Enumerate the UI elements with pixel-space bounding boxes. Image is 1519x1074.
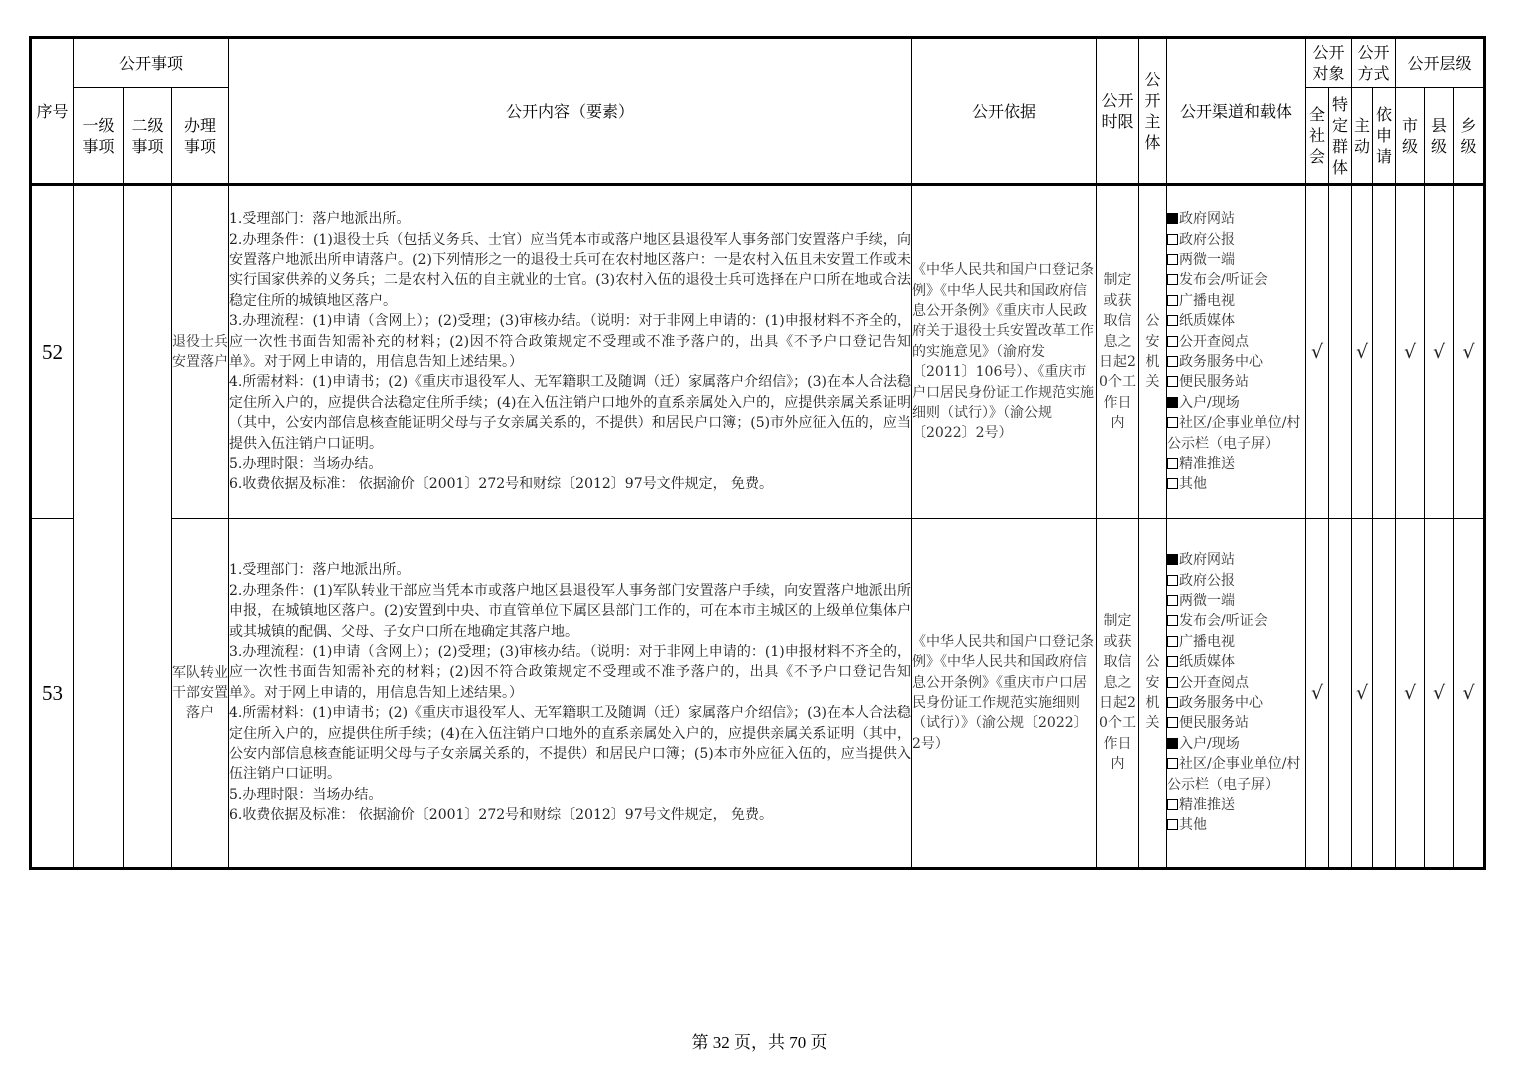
checkbox-icon bbox=[1167, 315, 1178, 326]
checkbox-icon bbox=[1167, 356, 1178, 367]
row-item: 军队转业干部安置落户 bbox=[172, 519, 229, 869]
checkbox-icon bbox=[1167, 697, 1178, 708]
checkbox-icon bbox=[1167, 213, 1178, 224]
checkbox-icon bbox=[1167, 274, 1178, 285]
channel-item: 纸质媒体 bbox=[1167, 652, 1305, 672]
header-matters: 公开事项 bbox=[74, 38, 229, 88]
channel-item: 其他 bbox=[1167, 474, 1305, 494]
header-subject: 公开主体 bbox=[1139, 38, 1167, 185]
checkbox-icon bbox=[1167, 717, 1178, 728]
header-time-limit: 公开时限 bbox=[1097, 38, 1139, 185]
channel-item: 便民服务站 bbox=[1167, 372, 1305, 392]
header-target: 公开对象 bbox=[1306, 38, 1352, 88]
row-channels bbox=[1167, 185, 1306, 519]
content-line: 4.所需材料：(1)申请书；(2)《重庆市退役军人、无军籍职工及随调（迁）家属落户介绍信》；(3)在本人合法稳定住所入户的，应提供合法稳定住所手续；(4)在入伍注销户口地外的直系亲属处入户的，应提供亲属关系证明（其中，公安内部信息核查能证明父母与子女亲属关系的，不提供）和居民户口簿；(5)市外应征入伍的，应当提供入伍注销户口证明。 bbox=[229, 374, 911, 452]
header-active: 主动 bbox=[1352, 88, 1373, 185]
mark-town: √ bbox=[1454, 185, 1485, 519]
content-line: 2.办理条件：(1)退役士兵（包括义务兵、士官）应当凭本市或落户地区县退役军人事务部门安置落户手续，向安置落户地派出所申请落户。(2)下列情形之一的退役士兵可在农村地区落户：一是农村入伍且未安置工作或未实行国家供养的义务兵；二是农村入伍的自主就业的士官。(3)农村入伍的退役士兵可选择在户口所在地或合法稳定住所的城镇地区落户。 bbox=[229, 231, 911, 309]
header-seq: 序号 bbox=[31, 38, 74, 185]
channel-item: 发布会/听证会 bbox=[1167, 270, 1305, 290]
disclosure-table bbox=[29, 36, 1486, 870]
header-specific-group: 特定群体 bbox=[1329, 88, 1352, 185]
row-content bbox=[229, 185, 912, 519]
checkbox-icon bbox=[1167, 656, 1178, 667]
checkbox-icon bbox=[1167, 799, 1178, 810]
header-level2: 二级事项 bbox=[124, 88, 172, 185]
mark-on-request bbox=[1373, 185, 1396, 519]
mark-county: √ bbox=[1425, 185, 1454, 519]
channel-item: 精准推送 bbox=[1167, 454, 1305, 474]
channel-item: 政府网站 bbox=[1167, 550, 1305, 570]
channel-item: 入户/现场 bbox=[1167, 393, 1305, 413]
row-basis: 《中华人民共和国户口登记条例》《中华人民共和国政府信息公开条例》《重庆市人民政府关于退役士兵安置改革工作的实施意见》（渝府发〔2011〕106号）、《重庆市户口居民身份证工作规范实施细则（试行）》（渝公规〔2022〕2号） bbox=[912, 185, 1097, 519]
header-county: 县级 bbox=[1425, 88, 1454, 185]
mark-active: √ bbox=[1352, 519, 1373, 869]
channel-item: 广播电视 bbox=[1167, 291, 1305, 311]
header-whole-society: 全社会 bbox=[1306, 88, 1329, 185]
row-seq: 52 bbox=[31, 185, 74, 519]
mark-specific-group bbox=[1329, 185, 1352, 519]
row-basis: 《中华人民共和国户口登记条例》《中华人民共和国政府信息公开条例》《重庆市户口居民身份证工作规范实施细则（试行）》（渝公规〔2022〕2号） bbox=[912, 519, 1097, 869]
level2-cell bbox=[124, 185, 172, 869]
checkbox-icon bbox=[1167, 295, 1178, 306]
header-city: 市级 bbox=[1396, 88, 1425, 185]
checkbox-icon bbox=[1167, 376, 1178, 387]
channel-item: 公开查阅点 bbox=[1167, 332, 1305, 352]
header-handling: 办理事项 bbox=[172, 88, 229, 185]
content-line: 1.受理部门：落户地派出所。 bbox=[229, 211, 411, 228]
content-line: 3.办理流程：(1)申请（含网上）；(2)受理；(3)审核办结。（说明：对于非网上申请的：(1)申报材料不齐全的，应一次性书面告知需补充的材料；(2)因不符合政策规定不受理或不准予落户的，出具《不予户口登记告知单》。对于网上申请的，用信息告知上述结果。） bbox=[229, 313, 911, 370]
row-time-limit: 制定或获取信息之日起20个工作日内 bbox=[1097, 185, 1139, 519]
channel-item: 两微一端 bbox=[1167, 591, 1305, 611]
channel-item: 社区/企事业单位/村公示栏（电子屏） bbox=[1167, 415, 1301, 452]
header-channels: 公开渠道和载体 bbox=[1167, 38, 1306, 185]
channel-item: 政务服务中心 bbox=[1167, 693, 1305, 713]
table-row bbox=[31, 519, 1485, 869]
content-line: 1.受理部门：落户地派出所。 bbox=[229, 562, 411, 579]
header-content: 公开内容（要素） bbox=[229, 38, 912, 185]
mark-city: √ bbox=[1396, 185, 1425, 519]
channel-item: 精准推送 bbox=[1167, 795, 1305, 815]
content-line: 6.收费依据及标准： 依据渝价〔2001〕272号和财综〔2012〕97号文件规定， 免费。 bbox=[229, 807, 774, 824]
checkbox-icon bbox=[1167, 234, 1178, 245]
level1-cell bbox=[74, 185, 124, 869]
mark-whole-society: √ bbox=[1306, 519, 1329, 869]
checkbox-icon bbox=[1167, 458, 1178, 469]
checkbox-icon bbox=[1167, 738, 1178, 749]
mark-county: √ bbox=[1425, 519, 1454, 869]
channel-item: 入户/现场 bbox=[1167, 734, 1305, 754]
content-line: 5.办理时限：当场办结。 bbox=[229, 786, 383, 803]
row-seq: 53 bbox=[31, 519, 74, 869]
checkbox-icon bbox=[1167, 595, 1178, 606]
checkbox-icon bbox=[1167, 254, 1178, 265]
row-content bbox=[229, 519, 912, 869]
row-item: 退役士兵安置落户 bbox=[172, 185, 229, 519]
table-row bbox=[31, 185, 1485, 519]
channel-item: 政府网站 bbox=[1167, 209, 1305, 229]
header-level1: 一级事项 bbox=[74, 88, 124, 185]
checkbox-icon bbox=[1167, 336, 1178, 347]
content-line: 2.办理条件：(1)军队转业干部应当凭本市或落户地区县退役军人事务部门安置落户手续，向安置落户地派出所申报，在城镇地区落户。(2)安置到中央、市直管单位下属区县部门工作的，可在本市主城区的上级单位集体户或其城镇的配偶、父母、子女户口所在地确定其落户地。 bbox=[229, 582, 911, 640]
mark-specific-group bbox=[1329, 519, 1352, 869]
mark-city: √ bbox=[1396, 519, 1425, 869]
checkbox-icon bbox=[1167, 397, 1178, 408]
checkbox-icon bbox=[1167, 819, 1178, 830]
channel-item: 社区/企事业单位/村公示栏（电子屏） bbox=[1167, 756, 1301, 793]
channel-item: 两微一端 bbox=[1167, 250, 1305, 270]
mark-active: √ bbox=[1352, 185, 1373, 519]
checkbox-icon bbox=[1167, 636, 1178, 647]
header-method: 公开方式 bbox=[1352, 38, 1396, 88]
header-town: 乡级 bbox=[1454, 88, 1485, 185]
channel-item: 其他 bbox=[1167, 815, 1305, 835]
channel-item: 广播电视 bbox=[1167, 632, 1305, 652]
channel-item: 公开查阅点 bbox=[1167, 673, 1305, 693]
checkbox-icon bbox=[1167, 575, 1178, 586]
content-line: 4.所需材料：(1)申请书；(2)《重庆市退役军人、无军籍职工及随调（迁）家属落户介绍信》；(3)在本人合法稳定住所入户的，应提供住所手续；(4)在入伍注销户口地外的直系亲属处入户的，应提供亲属关系证明（其中，公安内部信息核查能证明父母与子女亲属关系的，不提供）和居民户口簿；(5)本市外应征入伍的，应当提供入伍注销户口证明。 bbox=[229, 705, 911, 783]
channel-item: 政府公报 bbox=[1167, 230, 1305, 250]
header-on-request: 依申请 bbox=[1373, 88, 1396, 185]
row-subject: 公安机关 bbox=[1139, 185, 1167, 519]
row-channels bbox=[1167, 519, 1306, 869]
checkbox-icon bbox=[1167, 677, 1178, 688]
checkbox-icon bbox=[1167, 554, 1178, 565]
channel-item: 纸质媒体 bbox=[1167, 311, 1305, 331]
header-basis: 公开依据 bbox=[912, 38, 1097, 185]
page-number: 第 32 页，共 70 页 bbox=[691, 1033, 828, 1052]
checkbox-icon bbox=[1167, 417, 1178, 428]
checkbox-icon bbox=[1167, 758, 1178, 769]
mark-whole-society: √ bbox=[1306, 185, 1329, 519]
channel-item: 政务服务中心 bbox=[1167, 352, 1305, 372]
mark-town: √ bbox=[1454, 519, 1485, 869]
channel-item: 发布会/听证会 bbox=[1167, 611, 1305, 631]
header-level: 公开层级 bbox=[1396, 38, 1485, 88]
channel-item: 便民服务站 bbox=[1167, 713, 1305, 733]
mark-on-request bbox=[1373, 519, 1396, 869]
channel-item: 政府公报 bbox=[1167, 571, 1305, 591]
row-subject: 公安机关 bbox=[1139, 519, 1167, 869]
checkbox-icon bbox=[1167, 478, 1178, 489]
row-time-limit: 制定或获取信息之日起20个工作日内 bbox=[1097, 519, 1139, 869]
checkbox-icon bbox=[1167, 615, 1178, 626]
content-line: 6.收费依据及标准： 依据渝价〔2001〕272号和财综〔2012〕97号文件规定， 免费。 bbox=[229, 476, 774, 493]
content-line: 5.办理时限：当场办结。 bbox=[229, 456, 383, 473]
content-line: 3.办理流程：(1)申请（含网上）；(2)受理；(3)审核办结。（说明：对于非网上申请的：(1)申报材料不齐全的，应一次性书面告知需补充的材料；(2)因不符合政策规定不受理或不准予落户的，出具《不予户口登记告知单》。对于网上申请的，用信息告知上述结果。） bbox=[229, 643, 911, 701]
